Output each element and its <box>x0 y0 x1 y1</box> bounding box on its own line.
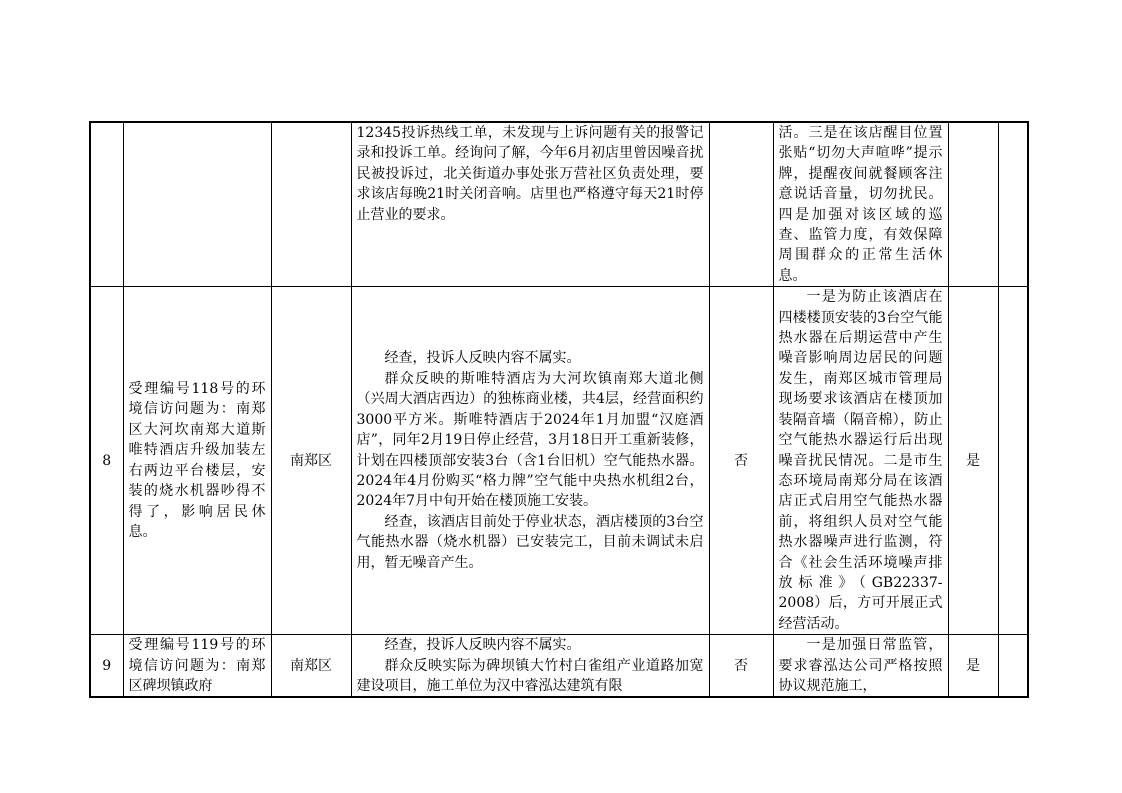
actions-cell <box>773 635 948 698</box>
remarks-cell <box>998 635 1028 698</box>
complaint-table <box>89 121 1029 698</box>
findings-paragraph: 经查，该酒店目前处于停业状态，酒店楼顶的3台空气能热水器（烧水机器）已安装完工，目前未调试未启用，暂无噪音产生。 <box>356 513 704 571</box>
findings-cell <box>351 635 709 698</box>
actions-paragraph: 一是加强日常监管，要求睿泓达公司严格按照协议规范施工， <box>778 637 943 694</box>
findings-cell <box>351 287 709 635</box>
table-row <box>90 287 1028 635</box>
table-row <box>90 635 1028 698</box>
findings-paragraph: 12345投诉热线工单，未发现与上诉问题有关的报警记录和投诉工单。经询问了解，今年6月初店里曾因噪音扰民被投诉过，北关街道办事处张万营社区负责处理，要求该店每晚21时关闭音响。店里也严格遵守每天21时停止营业的要求。 <box>356 125 704 223</box>
issue-cell: 受理编号118号的环境信访问题为：南郑区大河坎南郑大道斯唯特酒店升级加装左右两边平台楼层，安装的烧水机器吵得不得了，影响居民休息。 <box>123 287 271 635</box>
done-cell: 是 <box>948 287 998 635</box>
district-cell: 南郑区 <box>271 635 351 698</box>
row-number: 9 <box>90 635 123 698</box>
findings-paragraph: 经查，投诉人反映内容不属实。 <box>384 350 581 367</box>
verdict-cell: 否 <box>709 635 773 698</box>
row-number <box>90 122 123 287</box>
findings-paragraph: 群众反映的斯唯特酒店为大河坎镇南郑大道北侧（兴周大酒店西边）的独栋商业楼，共4层，经营面积约3000平方米。斯唯特酒店于2024年1月加盟“汉庭酒店”，同年2月19日停止经营，3月18日开工重新装修，计划在四楼顶部安装3台（含1台旧机）空气能热水器。2024年4月份购买“格力牌”空气能中央热水机组2台，2024年7月中旬开始在楼顶施工安装。 <box>356 370 704 510</box>
actions-cell <box>773 122 948 287</box>
district-cell: 南郑区 <box>271 287 351 635</box>
verdict-cell: 否 <box>709 287 773 635</box>
issue-cell <box>123 122 271 287</box>
actions-paragraph: 一是为防止该酒店在四楼楼顶安装的3台空气能热水器在后期运营中产生噪音影响周边居民的问题发生，南郑区城市管理局现场要求该酒店在楼顶加装隔音墙（隔音棉），防止空气能热水器运行后出现噪音扰民情况。二是市生态环境局南郑分局在该酒店正式启用空气能热水器前，将组织人员对空气能热水器噪声进行监测，符合《社会生活环境噪声排放标准》（GB22337-2008）后，方可开展正式经营活动。 <box>778 289 943 632</box>
district-cell <box>271 122 351 287</box>
table-row <box>90 122 1028 287</box>
row-number: 8 <box>90 287 123 635</box>
remarks-cell <box>998 122 1028 287</box>
findings-cell <box>351 122 709 287</box>
issue-cell: 受理编号119号的环境信访问题为：南郑区碑坝镇政府 <box>123 635 271 698</box>
actions-paragraph: 活。三是在该店醒目位置张贴“切勿大声喧哗”提示牌，提醒夜间就餐顾客注意说话音量，切勿扰民。四是加强对该区域的巡查、监管力度，有效保障周围群众的正常生活休息。 <box>778 125 943 284</box>
verdict-cell <box>709 122 773 287</box>
actions-cell <box>773 287 948 635</box>
remarks-cell <box>998 287 1028 635</box>
findings-paragraph: 经查，投诉人反映内容不属实。 <box>384 637 581 654</box>
done-cell <box>948 122 998 287</box>
done-cell: 是 <box>948 635 998 698</box>
findings-paragraph: 群众反映实际为碑坝镇大竹村白雀组产业道路加宽建设项目，施工单位为汉中睿泓达建筑有限 <box>356 657 704 694</box>
